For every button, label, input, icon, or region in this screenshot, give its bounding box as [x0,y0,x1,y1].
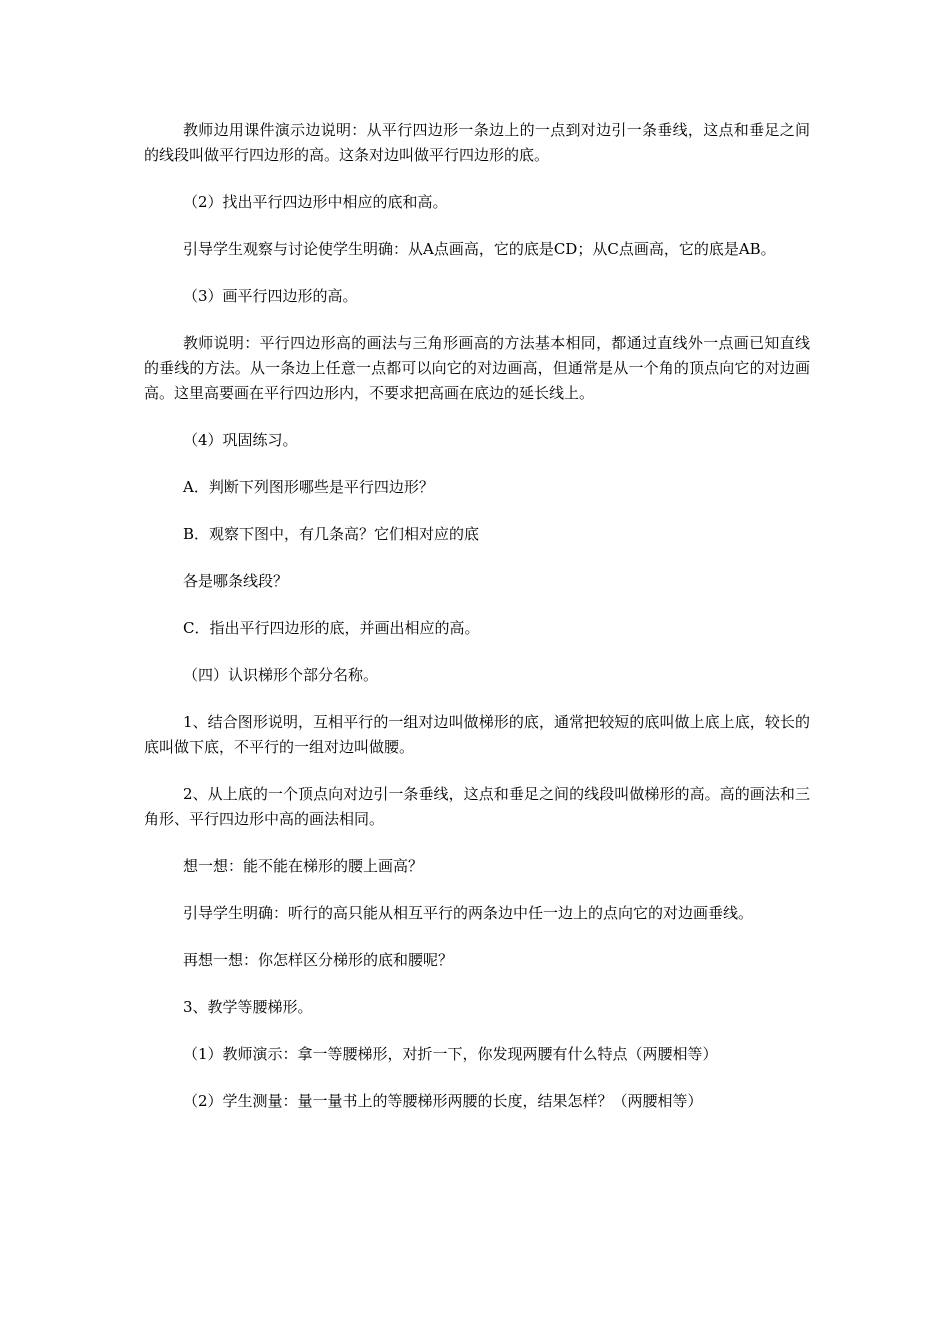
paragraph-trapezoid-height: 2、从上底的一个顶点向对边引一条垂线，这点和垂足之间的线段叫做梯形的高。高的画法和三角形、平行四边形中高的画法相同。 [144,785,810,828]
paragraph-step-4: （4）巩固练习。 [183,431,298,449]
paragraph-exercise-a: A．判断下列图形哪些是平行四边形？ [183,478,434,496]
paragraph-guide-clarify: 引导学生明确：听行的高只能从相互平行的两条边中任一边上的点向它的对边画垂线。 [183,904,754,922]
paragraph-height-definition: 教师边用课件演示边说明：从平行四边形一条边上的一点到对边引一条垂线，这点和垂足之间的线段叫做平行四边形的高。这条对边叫做平行四边形的底。 [144,121,810,164]
paragraph-exercise-b-cont: 各是哪条线段？ [183,572,289,590]
paragraph-trapezoid-base: 1、结合图形说明，互相平行的一组对边叫做梯形的底，通常把较短的底叫做上底上底，较长的底叫做下底，不平行的一组对边叫做腰。 [144,713,810,756]
paragraph-student-measure: （2）学生测量：量一量书上的等腰梯形两腰的长度，结果怎样？（两腰相等） [183,1092,703,1110]
paragraph-guide-discussion: 引导学生观察与讨论使学生明确：从A点画高，它的底是CD；从C点画高，它的底是AB。 [183,240,776,258]
paragraph-teacher-demo: （1）教师演示：拿一等腰梯形，对折一下，你发现两腰有什么特点（两腰相等） [183,1045,718,1063]
paragraph-section-four: （四）认识梯形个部分名称。 [183,666,379,684]
paragraph-step-3: （3）画平行四边形的高。 [183,287,358,305]
paragraph-step-2: （2）找出平行四边形中相应的底和高。 [183,193,448,211]
paragraph-exercise-b: B．观察下图中，有几条高？它们相对应的底 [183,525,480,543]
paragraph-isosceles-teaching: 3、教学等腰梯形。 [183,998,313,1016]
document-body [144,118,810,1136]
paragraph-teacher-explanation: 教师说明：平行四边形高的画法与三角形画高的方法基本相同，都通过直线外一点画已知直线的垂线的方法。从一条边上任意一点都可以向它的对边画高，但通常是从一个角的顶点向它的对边画高。这里高要画在平行四边形内，不要求把高画在底边的延长线上。 [144,334,810,402]
paragraph-think-again: 再想一想：你怎样区分梯形的底和腰呢？ [183,951,454,969]
paragraph-exercise-c: C．指出平行四边形的底，并画出相应的高。 [183,619,480,637]
paragraph-think: 想一想：能不能在梯形的腰上画高？ [183,857,424,875]
